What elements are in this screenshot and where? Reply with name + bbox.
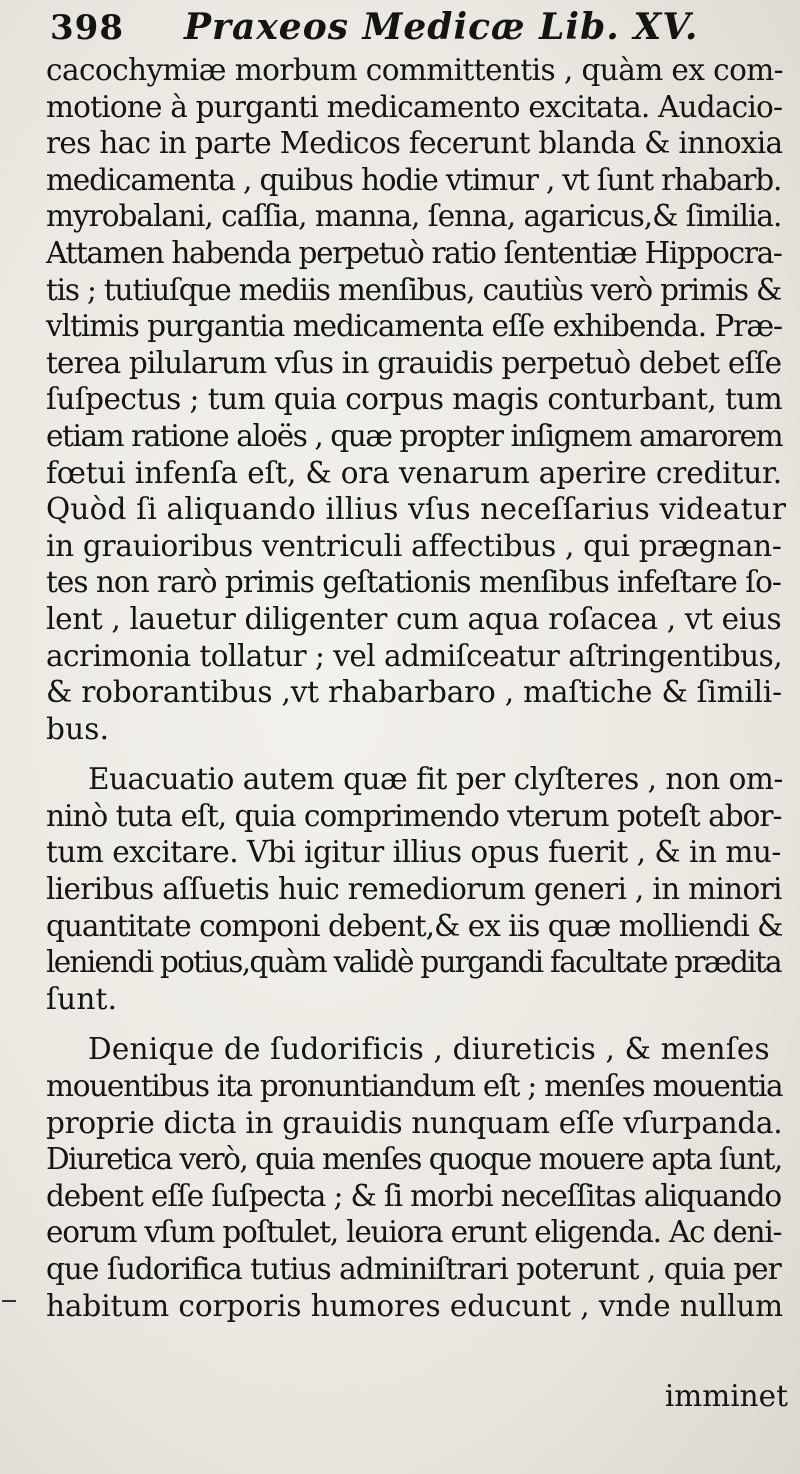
text-line: Quòd ſi aliquando illius vſus neceſſarius videatur xyxy=(46,492,787,527)
text-line: & roborantibus ,vt rhabarbaro , maſtiche & ſimili- xyxy=(46,675,782,710)
page-number: 398 xyxy=(50,8,124,48)
text-line: debent eſſe ſuſpecta ; & ſi morbi neceſſitas aliquando xyxy=(46,1178,782,1213)
text-line: ſuſpectus ; tum quia corpus magis conturbant, tum xyxy=(46,382,783,417)
text-line: quantitate componi debent,& ex iis quæ molliendi & xyxy=(46,908,783,943)
text-line: motione à purganti medicamento excitata. Audacio- xyxy=(46,89,783,124)
text-line: res hac in parte Medicos fecerunt blanda & innoxia xyxy=(46,126,783,161)
text-line: tum excitare. Vbi igitur illius opus fuerit , & in mu- xyxy=(46,835,781,870)
text-line: cacochymiæ morbum committentis , quàm ex com- xyxy=(46,53,784,87)
text-line: eorum vſum poſtulet, leuiora erunt eligenda. Ac deni- xyxy=(46,1215,782,1250)
text-line: Denique de ſudorificis , diureticis , & menſes xyxy=(88,1032,770,1067)
paragraph xyxy=(46,761,792,1017)
text-line: etiam ratione aloës , quæ propter inſignem amarorem xyxy=(46,418,783,453)
text-line: tis ; tutiuſque mediis menſibus, cautiùs verò primis & xyxy=(46,272,782,307)
paragraph xyxy=(46,52,792,747)
margin-mark xyxy=(2,1300,16,1302)
text-line: acrimonia tollatur ; vel admiſceatur aſtringentibus, xyxy=(46,638,783,673)
text-line: lent , lauetur diligenter cum aqua roſacea , vt eius xyxy=(46,601,782,636)
text-line: lieribus aſſuetis huic remediorum generi , in minori xyxy=(46,872,782,907)
text-line: terea pilularum vſus in grauidis perpetuò debet eſſe xyxy=(46,345,782,380)
running-title: Praxeos Medicæ Lib. XV. xyxy=(183,6,699,48)
text-line: myrobalani, caſſia, manna, ſenna, agaricus,& ſimilia. xyxy=(46,199,782,234)
text-line: bus. xyxy=(46,711,110,746)
text-line: Diuretica verò, quia menſes quoque mouere apta ſunt, xyxy=(46,1142,782,1177)
text-line: vltimis purgantia medicamenta eſſe exhibenda. Præ- xyxy=(46,309,783,344)
paragraph-gap xyxy=(46,747,792,761)
text-line: ninò tuta eſt, quia comprimendo vterum poteſt abor- xyxy=(46,798,782,833)
page-header xyxy=(50,6,770,56)
body-text xyxy=(46,52,792,1324)
text-line: habitum corporis humores educunt , vnde nullum xyxy=(46,1288,784,1323)
text-line: que ſudorifica tutius adminiſtrari poterunt , quia per xyxy=(46,1252,781,1286)
text-line: fœtui infenſa eſt, & ora venarum aperire creditur. xyxy=(46,455,782,490)
text-line: Euacuatio autem quæ fit per clyſteres , non om- xyxy=(88,762,783,797)
text-line: in grauioribus ventriculi affectibus , qui prægnan- xyxy=(46,528,782,563)
text-line: leniendi potius,quàm validè purgandi facultate prædita xyxy=(46,945,781,980)
text-line: Attamen habenda perpetuò ratio ſententiæ Hippocra- xyxy=(46,235,782,270)
text-line: medicamenta , quibus hodie vtimur , vt ſunt rhabarb. xyxy=(46,162,782,197)
text-line: ſunt. xyxy=(46,981,118,1016)
paragraph xyxy=(46,1031,792,1324)
paragraph-gap xyxy=(46,1017,792,1031)
text-line: tes non rarò primis geſtationis menſibus infeſtare ſo- xyxy=(46,565,781,600)
text-line: proprie dicta in grauidis nunquam eſſe vſurpanda. xyxy=(46,1105,783,1140)
text-line: mouentibus ita pronuntiandum eſt ; menſes mouentia xyxy=(46,1069,783,1104)
catchword: imminet xyxy=(664,1379,788,1413)
